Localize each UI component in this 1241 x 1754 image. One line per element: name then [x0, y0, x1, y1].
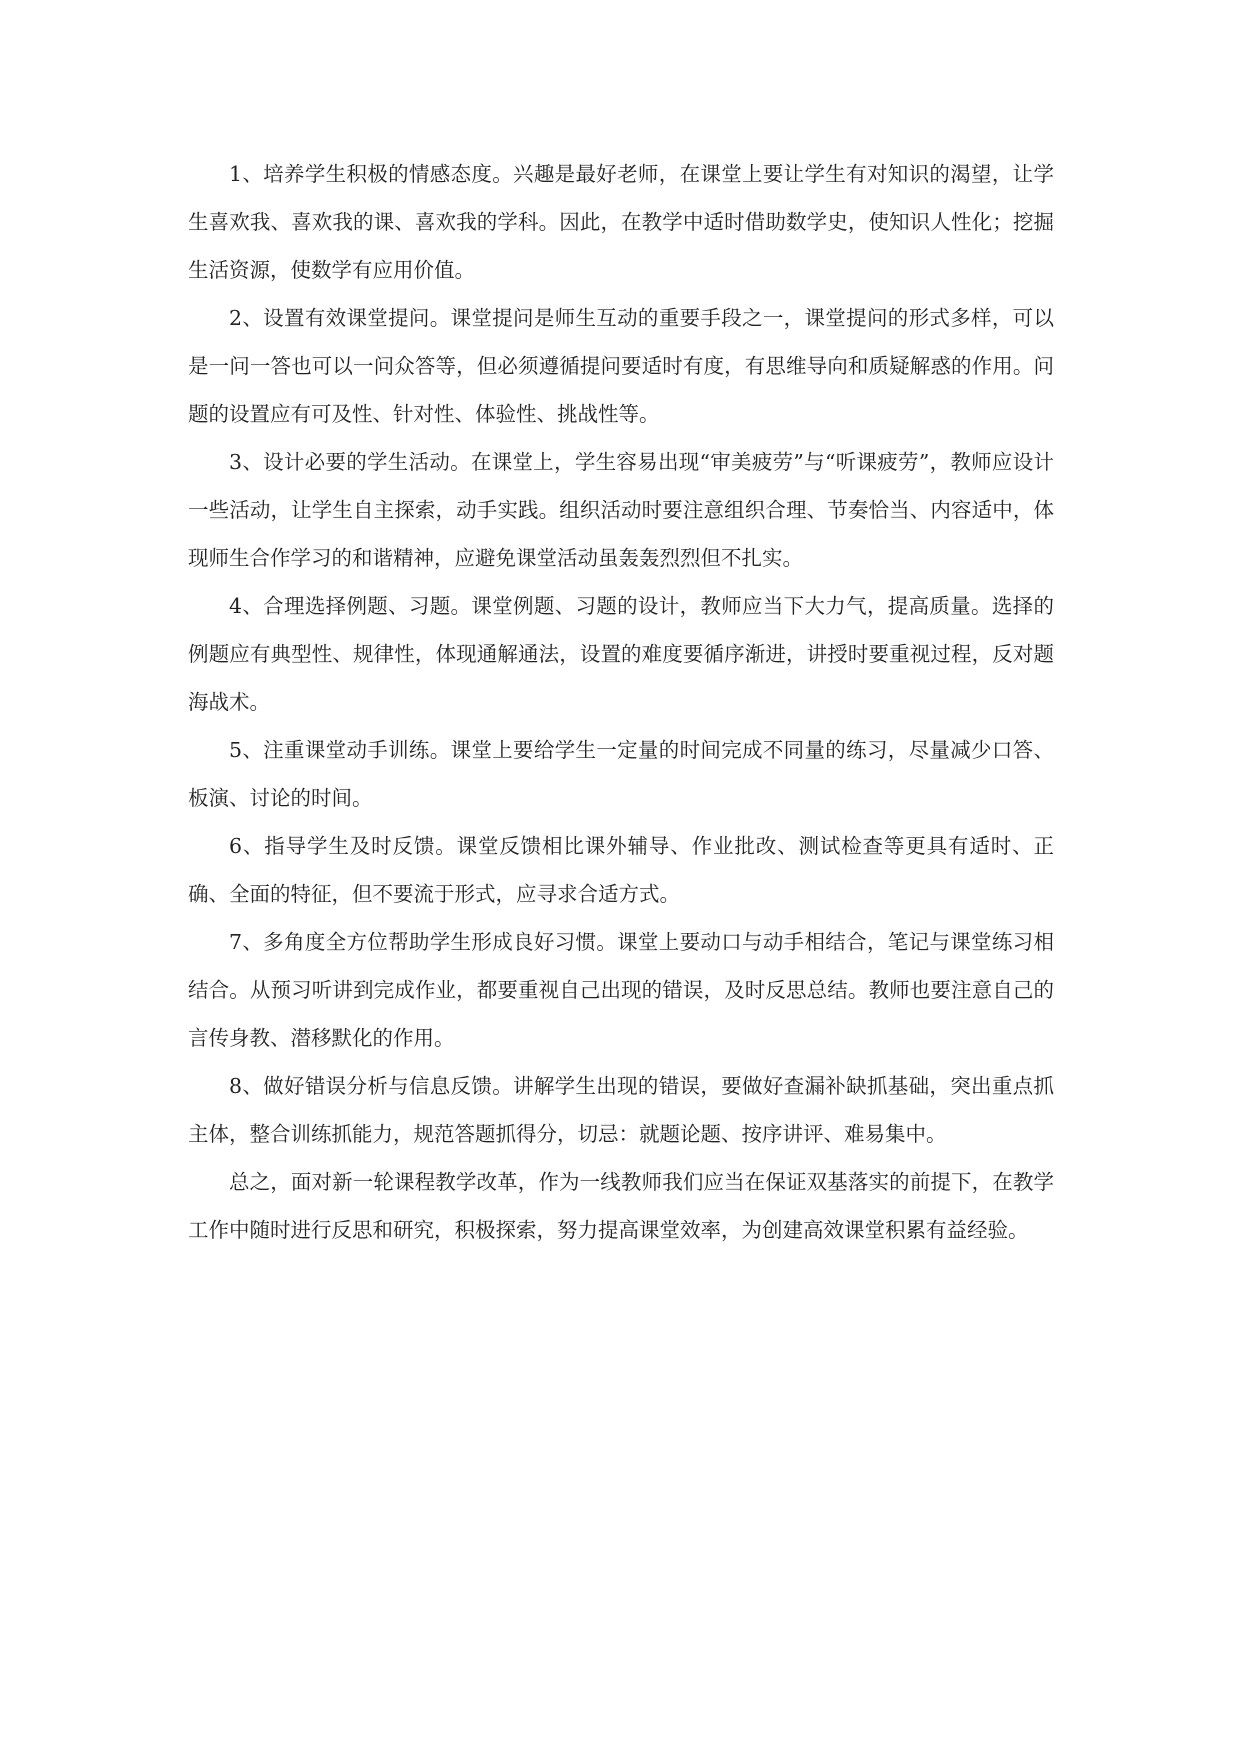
document-body	[188, 150, 1054, 1254]
paragraph-8: 8、做好错误分析与信息反馈。讲解学生出现的错误，要做好查漏补缺抓基础，突出重点抓主体，整合训练抓能力，规范答题抓得分，切忌：就题论题、按序讲评、难易集中。	[188, 1074, 1054, 1146]
paragraph-2: 2、设置有效课堂提问。课堂提问是师生互动的重要手段之一，课堂提问的形式多样，可以是一问一答也可以一问众答等，但必须遵循提问要适时有度，有思维导向和质疑解惑的作用。问题的设置应有可及性、针对性、体验性、挑战性等。	[188, 306, 1054, 426]
paragraph-5: 5、注重课堂动手训练。课堂上要给学生一定量的时间完成不同量的练习，尽量减少口答、板演、讨论的时间。	[188, 738, 1054, 810]
paragraph-summary: 总之，面对新一轮课程教学改革，作为一线教师我们应当在保证双基落实的前提下，在教学工作中随时进行反思和研究，积极探索，努力提高课堂效率，为创建高效课堂积累有益经验。	[188, 1170, 1054, 1242]
paragraph-6: 6、指导学生及时反馈。课堂反馈相比课外辅导、作业批改、测试检查等更具有适时、正确、全面的特征，但不要流于形式，应寻求合适方式。	[188, 834, 1054, 906]
paragraph-4: 4、合理选择例题、习题。课堂例题、习题的设计，教师应当下大力气，提高质量。选择的例题应有典型性、规律性，体现通解通法，设置的难度要循序渐进，讲授时要重视过程，反对题海战术。	[188, 594, 1054, 714]
paragraph-3: 3、设计必要的学生活动。在课堂上，学生容易出现“审美疲劳”与“听课疲劳”，教师应设计一些活动，让学生自主探索，动手实践。组织活动时要注意组织合理、节奏恰当、内容适中，体现师生合作学习的和谐精神，应避免课堂活动虽轰轰烈烈但不扎实。	[188, 450, 1054, 570]
paragraph-1: 1、培养学生积极的情感态度。兴趣是最好老师，在课堂上要让学生有对知识的渴望，让学生喜欢我、喜欢我的课、喜欢我的学科。因此，在教学中适时借助数学史，使知识人性化；挖掘生活资源，使数学有应用价值。	[188, 162, 1054, 282]
paragraph-7: 7、多角度全方位帮助学生形成良好习惯。课堂上要动口与动手相结合，笔记与课堂练习相结合。从预习听讲到完成作业，都要重视自己出现的错误，及时反思总结。教师也要注意自己的言传身教、潜移默化的作用。	[188, 930, 1054, 1050]
